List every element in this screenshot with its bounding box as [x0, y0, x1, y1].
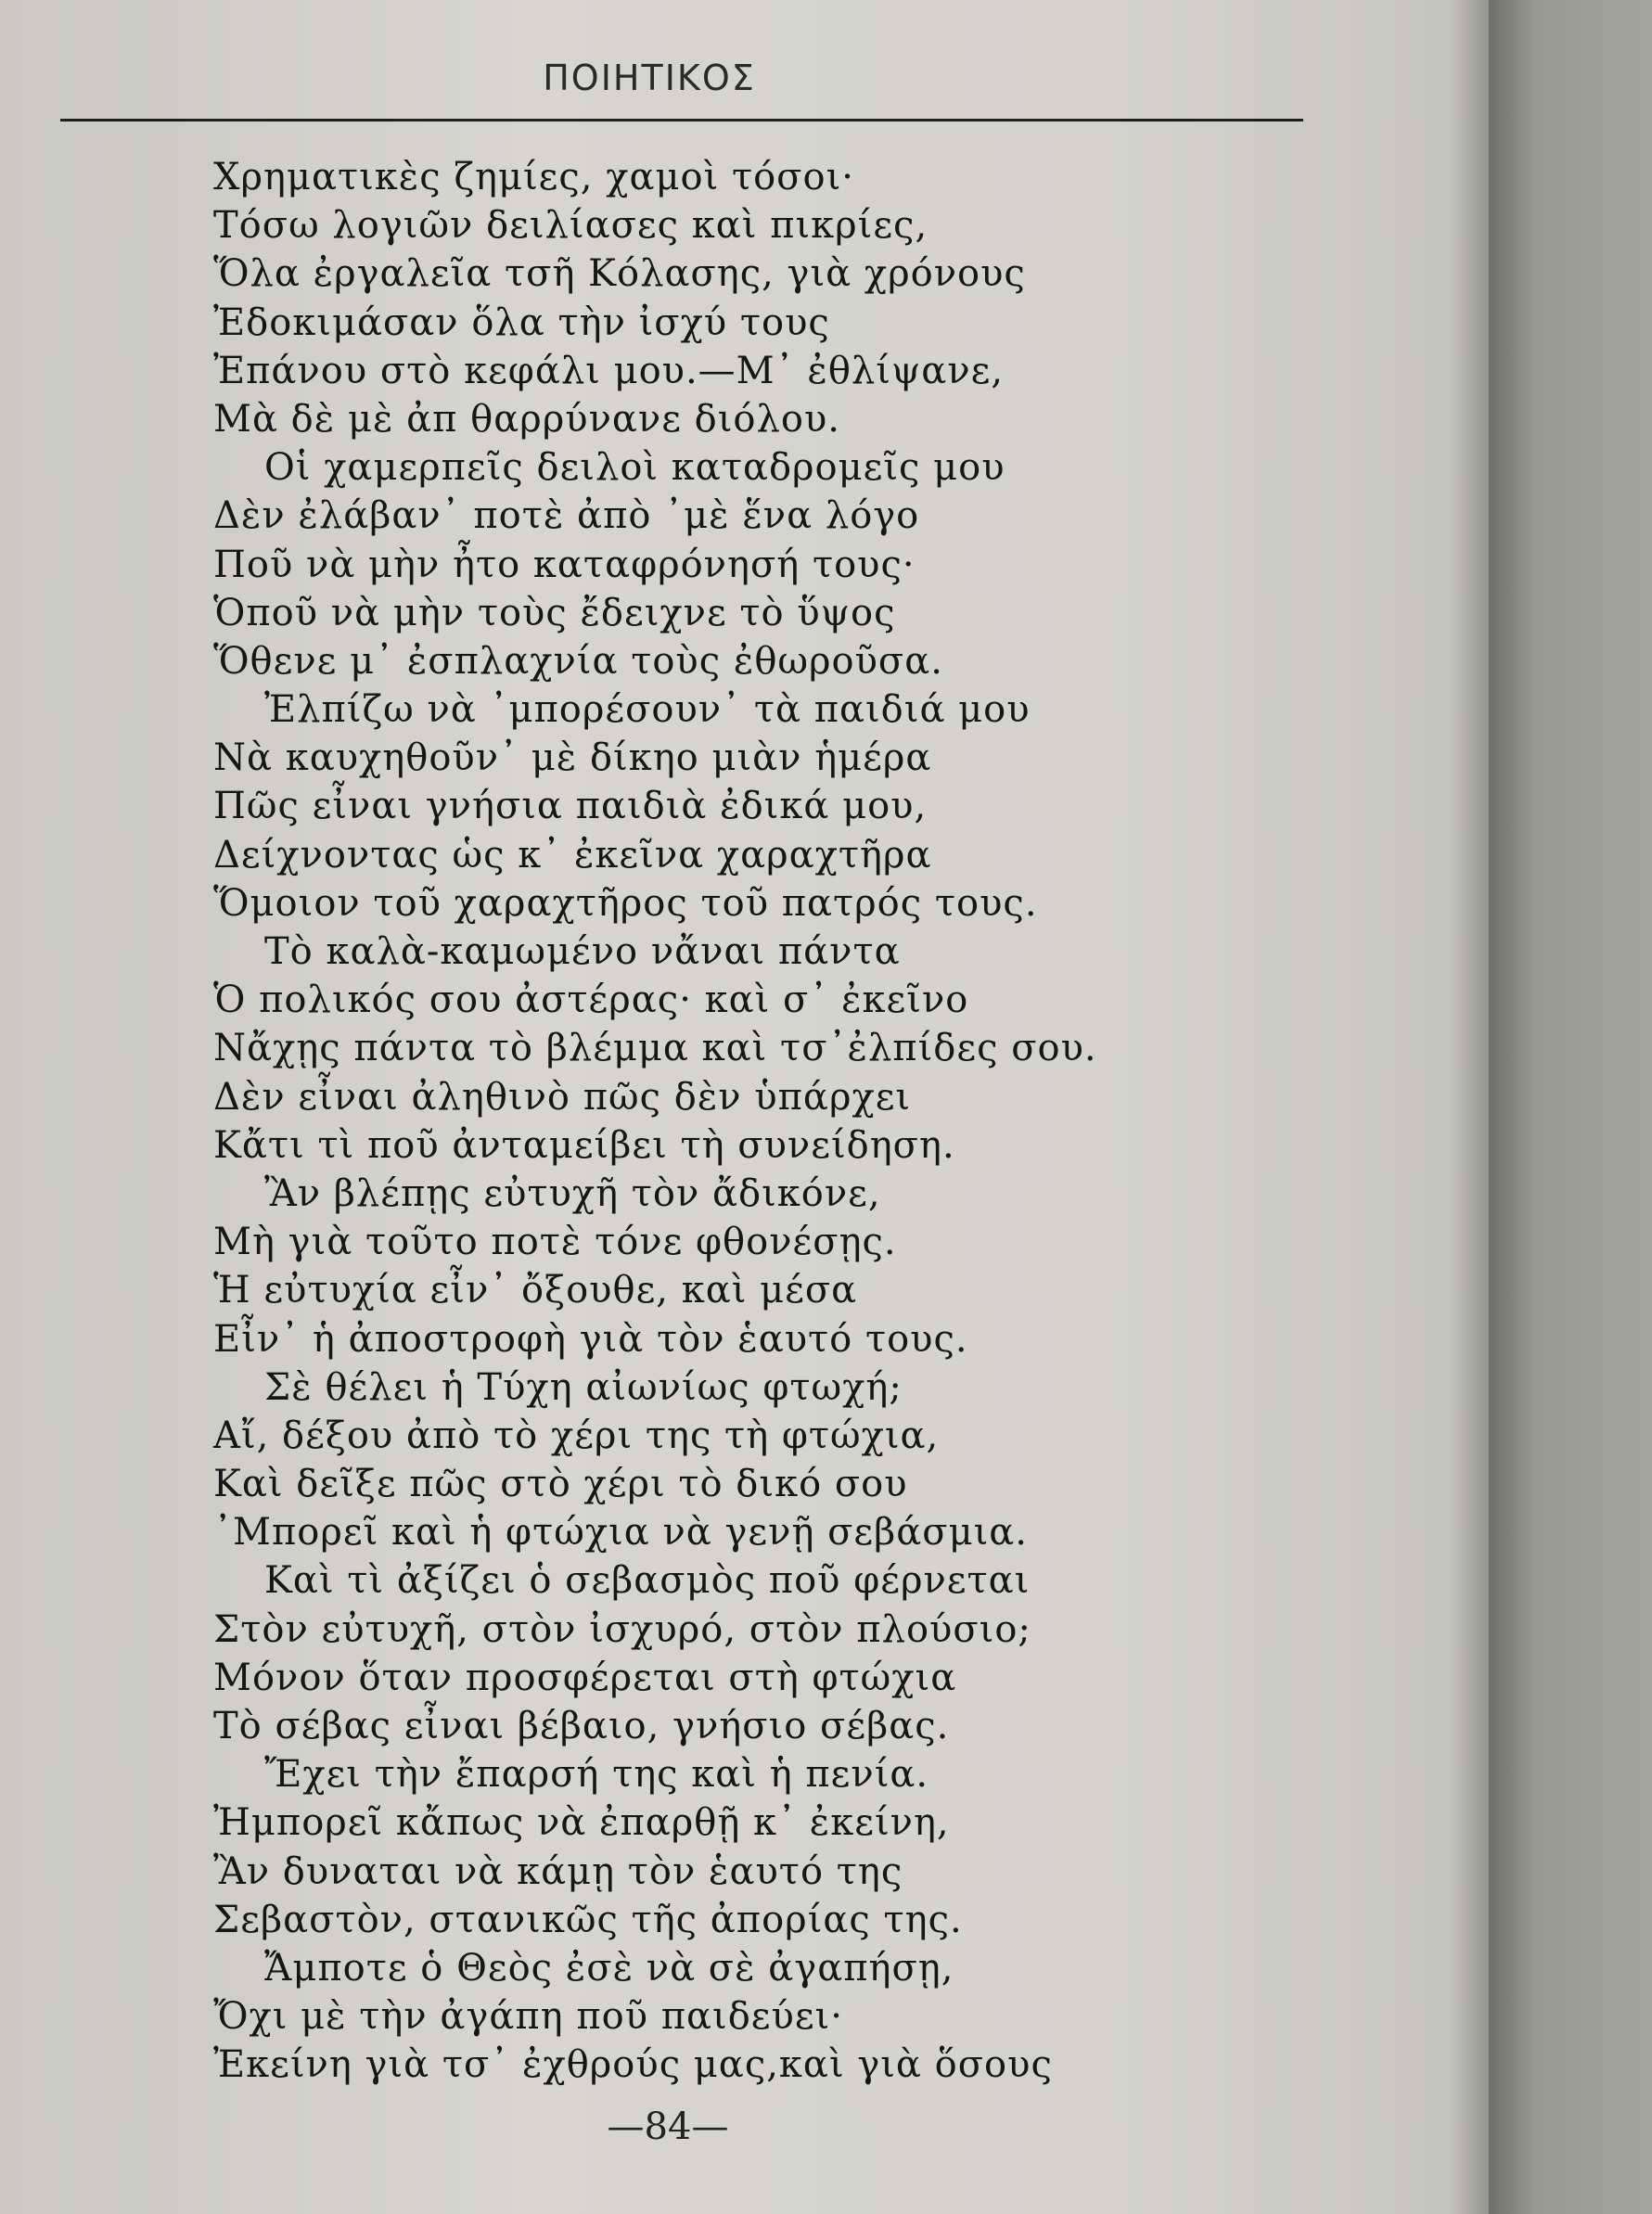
poem-line: Σὲ θέλει ἡ Τύχη αἰωνίως φτωχή; — [264, 1365, 903, 1409]
poem-line: Σεβαστὸν, στανικῶς τῆς ἀπορίας της. — [213, 1898, 963, 1941]
poem-line: Δὲν ἐλάβαν᾽ ποτὲ ἀπὸ ᾽μὲ ἕνα λόγο — [213, 494, 920, 538]
poem-line: Κἄτι τὶ ποῦ ἀνταμείβει τὴ συνείδηση. — [213, 1123, 955, 1167]
poem-line: Ἂν βλέπῃς εὐτυχῆ τὸν ἄδικόνε, — [264, 1171, 881, 1215]
poem-line: Ἡ εὐτυχία εἶν᾽ ὄξουθε, καὶ μέσα — [213, 1269, 858, 1312]
poem-line: Ὁ πολικός σου ἀστέρας· καὶ σ᾽ ἐκεῖνο — [213, 979, 969, 1022]
poem-line: Καὶ δεῖξε πῶς στὸ χέρι τὸ δικό σου — [213, 1463, 908, 1506]
poem-line: Αἴ, δέξου ἀπὸ τὸ χέρι της τὴ φτώχια, — [213, 1414, 940, 1457]
poem-text — [213, 153, 1141, 2090]
poem-line: Ἐλπίζω νὰ ᾽μπορέσουν᾽ τὰ παιδιά μου — [264, 688, 1031, 732]
poem-line: Χρηματικὲς ζημίες, χαμοὶ τόσοι· — [213, 156, 854, 198]
poem-line: Οἱ χαμερπεῖς δειλοὶ καταδρομεῖς μου — [264, 446, 1005, 490]
header-rule — [60, 119, 1303, 122]
adjacent-page-edge — [1489, 0, 1652, 2214]
poem-line: Εἶν᾽ ἡ ἀποστροφὴ γιὰ τὸν ἑαυτό τους. — [213, 1317, 968, 1361]
poem-line: Ποῦ νὰ μὴν ἦτο καταφρόνησή τους· — [213, 543, 916, 586]
poem-line: Ἄμποτε ὁ Θεὸς ἐσὲ νὰ σὲ ἀγαπήσῃ, — [264, 1946, 954, 1990]
page-number: —84— — [607, 2105, 729, 2148]
poem-line: Ὁποῦ νὰ μὴν τοὺς ἔδειχνε τὸ ὕψος — [213, 591, 896, 634]
running-head: ΠΟΙΗΤΙΚΟΣ — [543, 58, 756, 98]
poem-line: Τόσω λογιῶν δειλίασες καὶ πικρίες, — [213, 204, 928, 248]
poem-line: ᾽Μπορεῖ καὶ ἡ φτώχια νὰ γενῇ σεβάσμια. — [213, 1511, 1028, 1555]
poem-line: Μὰ δὲ μὲ ἀπ θαρρύνανε διόλου. — [213, 397, 840, 441]
poem-line: Καὶ τὶ ἀξίζει ὁ σεβασμὸς ποῦ φέρνεται — [264, 1559, 1031, 1603]
poem-line: Μὴ γιὰ τοῦτο ποτὲ τόνε φθονέσῃς. — [213, 1221, 897, 1264]
poem-line: Ὅμοιον τοῦ χαραχτῆρος τοῦ πατρός τους. — [213, 881, 1038, 925]
poem-line: Ἐπάνου στὸ κεφάλι μου.—Μ᾽ ἐθλίψανε, — [213, 349, 1005, 392]
poem-line: Ἔχει τὴν ἔπαρσή της καὶ ἡ πενία. — [264, 1753, 929, 1797]
poem-line: Ὅλα ἐργαλεῖα τσῆ Κόλασης, γιὰ χρόνους — [213, 252, 1026, 296]
poem-line: Ὄχι μὲ τὴν ἀγάπη ποῦ παιδεύει· — [213, 1995, 843, 2039]
poem-line: Νὰ καυχηθοῦν᾽ μὲ δίκηο μιὰν ἡμέρα — [213, 736, 932, 780]
poem-line: Στὸν εὐτυχῆ, στὸν ἰσχυρό, στὸν πλούσιο; — [213, 1607, 1031, 1651]
poem-line: Νἄχῃς πάντα τὸ βλέμμα καὶ τσ᾽ἐλπίδες σου. — [213, 1027, 1097, 1070]
poem-line: Τὸ καλὰ-καμωμένο νἄναι πάντα — [264, 930, 901, 973]
poem-line: Δὲν εἶναι ἀληθινὸ πῶς δὲν ὑπάρχει — [213, 1075, 912, 1119]
poem-line: Ἂν δυναται νὰ κάμῃ τὸν ἑαυτό της — [213, 1849, 903, 1893]
poem-line: Τὸ σέβας εἶναι βέβαιο, γνήσιο σέβας. — [213, 1705, 950, 1747]
poem-line: Ἠμπορεῖ κἄπως νὰ ἐπαρθῇ κ᾽ ἐκείνη, — [213, 1801, 950, 1845]
gutter-shadow — [1447, 0, 1489, 2214]
poem-line: Πῶς εἶναι γνήσια παιδιὰ ἐδικά μου, — [213, 785, 928, 828]
poem-line: Δείχνοντας ὡς κ᾽ ἐκεῖνα χαραχτῆρα — [213, 833, 932, 877]
poem-line: Μόνον ὅταν προσφέρεται στὴ φτώχια — [213, 1656, 957, 1699]
poem-line: Ἐδοκιμάσαν ὅλα τὴν ἰσχύ τους — [213, 301, 830, 344]
poem-line: Ἐκείνη γιὰ τσ᾽ ἐχθρούς μας,καὶ γιὰ ὅσους — [213, 2043, 1053, 2087]
poem-line: Ὅθενε μ᾽ ἐσπλαχνία τοὺς ἐθωροῦσα. — [213, 639, 943, 683]
